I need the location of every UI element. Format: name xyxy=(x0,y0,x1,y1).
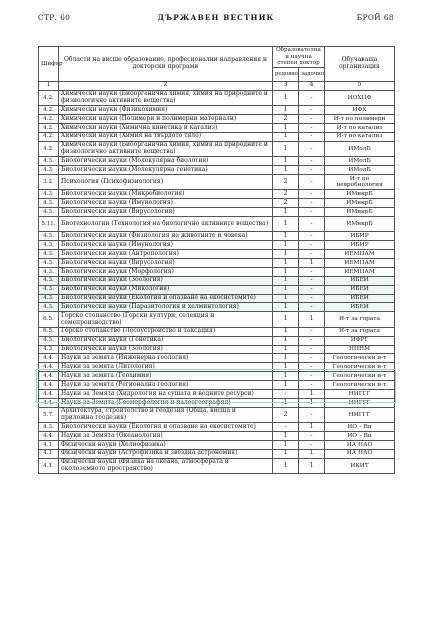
distance-count-cell: - xyxy=(299,123,325,132)
code-cell: 4.3. xyxy=(39,303,59,312)
area-cell: Архитектура, строителство и геодезия (Обща, висша и приложна геодезия) xyxy=(59,407,273,422)
table-row xyxy=(39,115,395,124)
table-row xyxy=(39,190,395,199)
table-row xyxy=(39,123,395,132)
regular-count-cell: 2 xyxy=(273,190,299,199)
organization-cell: НПНМ xyxy=(325,345,395,354)
code-cell: 4.4. xyxy=(39,390,59,399)
regular-count-cell: 1 xyxy=(273,166,299,175)
code-cell: 4.2. xyxy=(39,106,59,115)
area-cell: Биологически науки (Микология) xyxy=(59,285,273,294)
header-distance: задочно xyxy=(299,67,325,81)
table-row xyxy=(39,199,395,208)
table-row xyxy=(39,250,395,259)
organization-cell: Геологически и-т xyxy=(325,363,395,372)
code-cell: 4.3. xyxy=(39,336,59,345)
regular-count-cell: 1 xyxy=(273,232,299,241)
table-row xyxy=(39,432,395,441)
distance-count-cell: - xyxy=(299,294,325,303)
organization-cell: И-т по невробиология xyxy=(325,174,395,189)
header-regular: редовно xyxy=(273,67,299,81)
area-cell: Биологически науки (Екология и опазване на екосистемите) xyxy=(59,423,273,432)
regular-count-cell: 1 xyxy=(273,276,299,285)
organization-cell: ИОХЦФ xyxy=(325,90,395,105)
distance-count-cell: - xyxy=(299,381,325,390)
organization-cell: ИМикрБ xyxy=(325,216,395,231)
area-cell: Биологически науки (Зоология) xyxy=(59,276,273,285)
code-cell: 4.1. xyxy=(39,440,59,449)
table-row xyxy=(39,336,395,345)
code-cell: 6.5. xyxy=(39,312,59,327)
organization-cell: НИГГГ xyxy=(325,390,395,399)
area-cell: Биологически науки (Екология и опазване на екосистемите) xyxy=(59,294,273,303)
area-cell: Биологически науки (Зоология) xyxy=(59,345,273,354)
column-number: 4 xyxy=(299,81,325,90)
regular-count-cell: 1 xyxy=(273,241,299,250)
area-cell: Биологически науки (Микробиология) xyxy=(59,190,273,199)
distance-count-cell: - xyxy=(299,363,325,372)
organization-cell: И-т по катализ xyxy=(325,132,395,141)
table-row xyxy=(39,216,395,231)
area-cell: Биологически науки (Молекулярна генетика) xyxy=(59,166,273,175)
regular-count-cell: - xyxy=(273,390,299,399)
code-cell: 5.11. xyxy=(39,216,59,231)
organization-cell: НИГГГ xyxy=(325,398,395,407)
organization-cell: ИМолБ xyxy=(325,141,395,156)
organization-cell: ИБЕИ xyxy=(325,303,395,312)
area-cell: Физически науки (Хелиофизика) xyxy=(59,440,273,449)
header-code: Шифър xyxy=(39,47,59,82)
area-cell: Биологически науки (Антропология) xyxy=(59,250,273,259)
regular-count-cell: 1 xyxy=(273,123,299,132)
distance-count-cell: - xyxy=(299,432,325,441)
code-cell: 4.2. xyxy=(39,115,59,124)
code-cell: 4.3. xyxy=(39,208,59,217)
page-number: СТР. 60 xyxy=(38,13,71,22)
distance-count-cell: - xyxy=(299,174,325,189)
organization-cell: ИА НАО xyxy=(325,449,395,458)
area-cell: Науки за земята (Инженерна геология) xyxy=(59,354,273,363)
code-cell: 4.4. xyxy=(39,354,59,363)
table-row xyxy=(39,276,395,285)
area-cell: Биотехнологии (Технология на биологично активните вещества) xyxy=(59,216,273,231)
distance-count-cell: - xyxy=(299,115,325,124)
area-cell: Химически науки (Биоорганична химия, химия на природните и физиологично активните вещества) xyxy=(59,141,273,156)
organization-cell: ИМолБ xyxy=(325,166,395,175)
table-row xyxy=(39,312,395,327)
regular-count-cell: 1 xyxy=(273,106,299,115)
distance-count-cell: - xyxy=(299,285,325,294)
organization-cell: ИЕМПАМ xyxy=(325,250,395,259)
organization-cell: НИГГГ xyxy=(325,407,395,422)
regular-count-cell: 1 xyxy=(273,141,299,156)
distance-count-cell: - xyxy=(299,106,325,115)
area-cell: Биологически науки (Вирусология) xyxy=(59,259,273,268)
organization-cell: ИМикрБ xyxy=(325,199,395,208)
code-cell: 6.5. xyxy=(39,327,59,336)
area-cell: Физически науки (Физика на океана, атмосферата и околоземното пространство) xyxy=(59,458,273,473)
distance-count-cell: - xyxy=(299,241,325,250)
distance-count-cell: - xyxy=(299,327,325,336)
area-cell: Науки за земята (Геохимия) xyxy=(59,372,273,381)
organization-cell: ИКИТ xyxy=(325,458,395,473)
regular-count-cell: 1 xyxy=(273,363,299,372)
regular-count-cell: 1 xyxy=(273,294,299,303)
table-row xyxy=(39,345,395,354)
code-cell: 4.2. xyxy=(39,123,59,132)
regular-count-cell: 1 xyxy=(273,381,299,390)
organization-cell: ИБЕИ xyxy=(325,285,395,294)
distance-count-cell: - xyxy=(299,354,325,363)
table-row xyxy=(39,259,395,268)
area-cell: Биологически науки (Вирусология) xyxy=(59,208,273,217)
table-row xyxy=(39,458,395,473)
table-row xyxy=(39,363,395,372)
area-cell: Химически науки (Химия на твърдото тяло) xyxy=(59,132,273,141)
regular-count-cell: 2 xyxy=(273,174,299,189)
table-row xyxy=(39,241,395,250)
area-cell: Химически науки (Полимери и полимерни материали) xyxy=(59,115,273,124)
regular-count-cell: 1 xyxy=(273,216,299,231)
distance-count-cell: - xyxy=(299,440,325,449)
table-row xyxy=(39,449,395,458)
distance-count-cell: - xyxy=(299,345,325,354)
table-row xyxy=(39,327,395,336)
issue-number: БРОЙ 68 xyxy=(356,13,394,22)
distance-count-cell: - xyxy=(299,90,325,105)
area-cell: Химически науки (Биоорганична химия, химия на природните и физиологично активните вещества) xyxy=(59,90,273,105)
table-row xyxy=(39,132,395,141)
regular-count-cell: 1 xyxy=(273,354,299,363)
table-row xyxy=(39,267,395,276)
code-cell: 4.3. xyxy=(39,199,59,208)
table-row xyxy=(39,294,395,303)
regular-count-cell: 2 xyxy=(273,199,299,208)
area-cell: Биологически науки (Генетика) xyxy=(59,336,273,345)
area-cell: Психология (Психофизиология) xyxy=(59,174,273,189)
regular-count-cell: 1 xyxy=(273,432,299,441)
code-cell: 4.4. xyxy=(39,381,59,390)
distance-count-cell: - xyxy=(299,303,325,312)
area-cell: Биологически науки (Паразитология и хелминтология) xyxy=(59,303,273,312)
table-row xyxy=(39,106,395,115)
table-row xyxy=(39,141,395,156)
column-number: 1 xyxy=(39,81,59,90)
regular-count-cell: 1 xyxy=(273,267,299,276)
distance-count-cell: 1 xyxy=(299,259,325,268)
gazette-title: ДЪРЖАВЕН ВЕСТНИК xyxy=(157,13,275,22)
organization-cell: ИЕМПАМ xyxy=(325,267,395,276)
code-cell: 5.7. xyxy=(39,407,59,422)
organization-cell: ИБЕИ xyxy=(325,276,395,285)
regular-count-cell: 1 xyxy=(273,285,299,294)
area-cell: Биологически науки (Морфология) xyxy=(59,267,273,276)
page-header xyxy=(38,13,394,25)
organization-cell: ИБИР xyxy=(325,232,395,241)
column-number-row xyxy=(39,81,395,90)
distance-count-cell: - xyxy=(299,190,325,199)
code-cell: 4.3. xyxy=(39,267,59,276)
area-cell: Химически науки (Химична кинетика и катализ) xyxy=(59,123,273,132)
organization-cell: Геологически и-т xyxy=(325,372,395,381)
area-cell: Биологически науки (Имунология) xyxy=(59,199,273,208)
regular-count-cell: 1 xyxy=(273,345,299,354)
distance-count-cell: - xyxy=(299,407,325,422)
organization-cell: ИО – Вн xyxy=(325,432,395,441)
table-row xyxy=(39,354,395,363)
code-cell: 3.2. xyxy=(39,174,59,189)
table-row xyxy=(39,157,395,166)
regular-count-cell: 1 xyxy=(273,303,299,312)
organization-cell: ИБИР xyxy=(325,241,395,250)
column-number: 2 xyxy=(59,81,273,90)
distance-count-cell: - xyxy=(299,267,325,276)
regular-count-cell: 1 xyxy=(273,449,299,458)
distance-count-cell: - xyxy=(299,166,325,175)
regular-count-cell: 1 xyxy=(273,398,299,407)
area-cell: Науки за Земята (Геоморфология и палеогеография) xyxy=(59,398,273,407)
code-cell: 4.4. xyxy=(39,432,59,441)
distance-count-cell: - xyxy=(299,208,325,217)
distance-count-cell: 1 xyxy=(299,312,325,327)
code-cell: 4.3. xyxy=(39,276,59,285)
regular-count-cell: 1 xyxy=(273,259,299,268)
header-degree: Образователна и научна степен доктор xyxy=(273,47,325,68)
distance-count-cell: 1 xyxy=(299,423,325,432)
regular-count-cell: 2 xyxy=(273,407,299,422)
regular-count-cell: 1 xyxy=(273,132,299,141)
code-cell: 4.3. xyxy=(39,232,59,241)
area-cell: Науки за земята (Регионална геология) xyxy=(59,381,273,390)
distance-count-cell: 1 xyxy=(299,390,325,399)
area-cell: Горско стопанство (Горски култури, селекция и семепроизводство) xyxy=(59,312,273,327)
code-cell: 4.3. xyxy=(39,241,59,250)
regular-count-cell: 1 xyxy=(273,312,299,327)
regular-count-cell: 1 xyxy=(273,208,299,217)
regular-count-cell: 1 xyxy=(273,336,299,345)
table-row xyxy=(39,232,395,241)
table-row xyxy=(39,174,395,189)
distance-count-cell: - xyxy=(299,232,325,241)
table-row xyxy=(39,285,395,294)
table-row xyxy=(39,381,395,390)
regular-count-cell: 1 xyxy=(273,250,299,259)
table-row xyxy=(39,166,395,175)
distance-count-cell: - xyxy=(299,199,325,208)
code-cell: 4.3. xyxy=(39,294,59,303)
organization-cell: И-т по катализ xyxy=(325,123,395,132)
header-area: Области на висше образование, професионални направления и докторски програми xyxy=(59,47,273,82)
organization-cell: И-т за гората xyxy=(325,312,395,327)
distance-count-cell: 1 xyxy=(299,458,325,473)
table-row xyxy=(39,440,395,449)
area-cell: Физически науки (Астрофизика и звездна астрономия) xyxy=(59,449,273,458)
header-org: Обучаваща организация xyxy=(325,47,395,82)
doctoral-programs-table xyxy=(38,46,395,474)
organization-cell: ИФХ xyxy=(325,106,395,115)
regular-count-cell: 2 xyxy=(273,115,299,124)
regular-count-cell: 1 xyxy=(273,327,299,336)
organization-cell: ИА НАО xyxy=(325,440,395,449)
code-cell: 4.4. xyxy=(39,363,59,372)
column-number: 3 xyxy=(273,81,299,90)
organization-cell: И-т за гората xyxy=(325,327,395,336)
code-cell: 4.3. xyxy=(39,345,59,354)
code-cell: 4.3. xyxy=(39,285,59,294)
area-cell: Биологически науки (Физиология на животните и човека) xyxy=(59,232,273,241)
organization-cell: ИМикрБ xyxy=(325,190,395,199)
distance-count-cell: - xyxy=(299,216,325,231)
organization-cell: ИМолБ xyxy=(325,157,395,166)
area-cell: Горско стопанство (Лесоустройство и таксация) xyxy=(59,327,273,336)
distance-count-cell: - xyxy=(299,157,325,166)
code-cell: 4.3. xyxy=(39,423,59,432)
code-cell: 4.3. xyxy=(39,250,59,259)
table-row xyxy=(39,208,395,217)
table-row xyxy=(39,398,395,407)
table-row xyxy=(39,407,395,422)
code-cell: 4.4. xyxy=(39,398,59,407)
table-row xyxy=(39,90,395,105)
distance-count-cell: 1 xyxy=(299,449,325,458)
organization-cell: ИО – Вн xyxy=(325,423,395,432)
area-cell: Науки за Земята (Океанология) xyxy=(59,432,273,441)
distance-count-cell: - xyxy=(299,372,325,381)
distance-count-cell: - xyxy=(299,276,325,285)
organization-cell: ИФРГ xyxy=(325,336,395,345)
code-cell: 4.3. xyxy=(39,166,59,175)
table-row xyxy=(39,372,395,381)
column-number: 5 xyxy=(325,81,395,90)
organization-cell: Геологически и-т xyxy=(325,354,395,363)
distance-count-cell: - xyxy=(299,132,325,141)
organization-cell: ИБЕИ xyxy=(325,294,395,303)
area-cell: Биологически науки (Молекулярна биология) xyxy=(59,157,273,166)
code-cell: 4.2. xyxy=(39,132,59,141)
organization-cell: И-т по полимери xyxy=(325,115,395,124)
regular-count-cell: - xyxy=(273,423,299,432)
regular-count-cell: 1 xyxy=(273,157,299,166)
area-cell: Науки за земята (Литология) xyxy=(59,363,273,372)
area-cell: Химически науки (Физикохимия) xyxy=(59,106,273,115)
code-cell: 4.1. xyxy=(39,458,59,473)
distance-count-cell: - xyxy=(299,250,325,259)
distance-count-cell: 1 xyxy=(299,398,325,407)
code-cell: 4.3. xyxy=(39,157,59,166)
table-row xyxy=(39,423,395,432)
regular-count-cell: 1 xyxy=(273,458,299,473)
area-cell: Биологически науки (Имунология) xyxy=(59,241,273,250)
distance-count-cell: - xyxy=(299,141,325,156)
table-row xyxy=(39,390,395,399)
organization-cell: Геологически и-т xyxy=(325,381,395,390)
organization-cell: ИМикрБ xyxy=(325,208,395,217)
code-cell: 4.2. xyxy=(39,90,59,105)
regular-count-cell: 1 xyxy=(273,372,299,381)
area-cell: Науки за Земята (Хидрология на сушата и водните ресурси) xyxy=(59,390,273,399)
organization-cell: ИЕМПАМ xyxy=(325,259,395,268)
code-cell: 4.4. xyxy=(39,372,59,381)
regular-count-cell: 1 xyxy=(273,90,299,105)
code-cell: 4.3. xyxy=(39,259,59,268)
code-cell: 4.2. xyxy=(39,141,59,156)
distance-count-cell: - xyxy=(299,336,325,345)
code-cell: 4.3. xyxy=(39,190,59,199)
regular-count-cell: 1 xyxy=(273,440,299,449)
table-row xyxy=(39,303,395,312)
code-cell: 4.1. xyxy=(39,449,59,458)
